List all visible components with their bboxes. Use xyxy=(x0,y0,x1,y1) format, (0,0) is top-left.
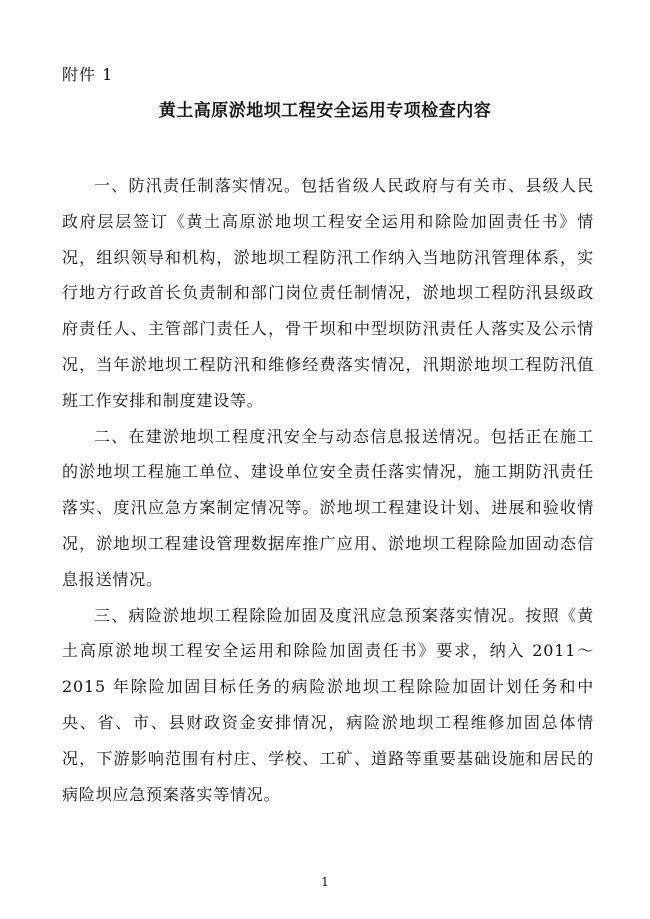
document-title: 黄土高原淤地坝工程安全运用专项检查内容 xyxy=(158,101,492,121)
paragraph-2: 二、在建淤地坝工程度汛安全与动态信息报送情况。包括正在施工的淤地坝工程施工单位、建设单位安全责任落实情况，施工期防汛责任落实、度汛应急方案制定情况等。淤地坝工程建设计划、进展和验收情况，淤地坝工程建设管理数据库推广应用、淤地坝工程除险加固动态信息报送情况。 xyxy=(62,426,594,589)
page-number: 1 xyxy=(321,875,329,889)
attachment-label: 附件 1 xyxy=(62,65,114,84)
paragraph-1: 一、防汛责任制落实情况。包括省级人民政府与有关市、县级人民政府层层签订《黄土高原淤地坝工程安全运用和除险加固责任书》情况，组织领导和机构，淤地坝工程防汛工作纳入当地防汛管理体系，实行地方行政首长负责制和部门岗位责任制情况，淤地坝工程防汛县级政府责任人、主管部门责任人，骨干坝和中型坝防汛责任人落实及公示情况，当年淤地坝工程防汛和维修经费落实情况，汛期淤地坝工程防汛值班工作安排和制度建设等。 xyxy=(62,176,594,410)
paragraph-3: 三、病险淤地坝工程除险加固及度汛应急预案落实情况。按照《黄土高原淤地坝工程安全运用和除险加固责任书》要求，纳入 2011～2015 年除险加固目标任务的病险淤地坝工程除险加固计划任务和中央、省、市、县财政资金安排情况，病险淤地坝工程维修加固总体情况，下游影响范围有村庄、学校、工矿、道路等重要基础设施和居民的病险坝应急预案落实等情况。 xyxy=(62,605,594,804)
document-body xyxy=(62,168,594,812)
